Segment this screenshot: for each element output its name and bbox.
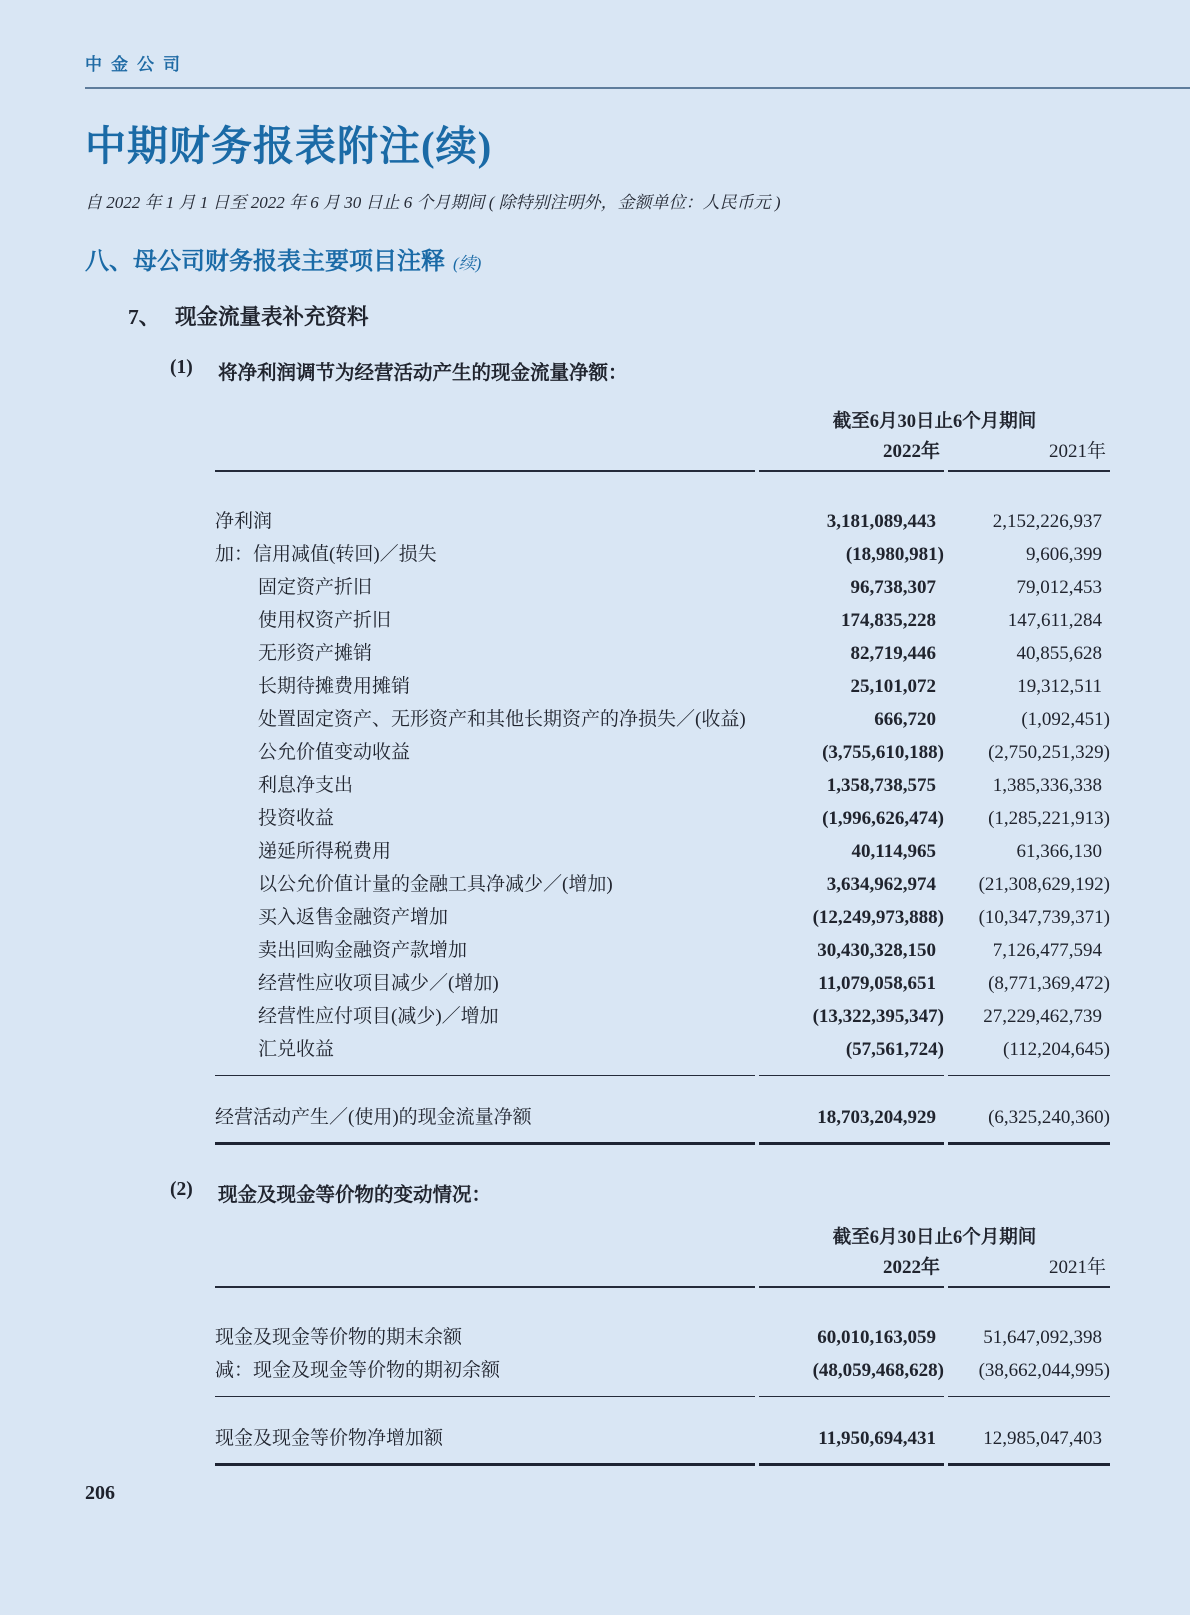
total-value-2021: (6,325,240,360) — [948, 1101, 1110, 1145]
value-2021: 51,647,092,398 — [983, 1327, 1102, 1348]
company-brand: 中金公司 — [85, 50, 1190, 89]
value-2022: 82,719,446 — [850, 643, 936, 664]
table-row — [215, 670, 1110, 703]
block1-heading — [170, 357, 1105, 385]
table-row — [215, 736, 1110, 769]
value-2022: (57,561,724) — [759, 1033, 944, 1076]
table-row — [215, 868, 1110, 901]
value-2021: (1,092,451) — [1021, 709, 1110, 730]
table1-total-row — [215, 1101, 1110, 1145]
table-row — [215, 505, 1110, 538]
table-row — [215, 604, 1110, 637]
table1-period-row — [215, 407, 1110, 437]
section-heading-label: 八、母公司财务报表主要项目注释 — [85, 249, 445, 275]
table2-period-row — [215, 1223, 1110, 1253]
total-label: 经营活动产生／(使用)的现金流量净额 — [215, 1101, 755, 1145]
table2-body — [215, 1288, 1110, 1397]
value-2021: (1,285,221,913) — [988, 808, 1110, 829]
value-2022: 3,634,962,974 — [826, 874, 936, 895]
row-label: 现金及现金等价物的期末余额 — [215, 1327, 463, 1348]
table-row — [215, 703, 1110, 736]
value-2022: 30,430,328,150 — [817, 940, 936, 961]
section-heading-continued: (续) — [453, 254, 482, 273]
value-2022: 1,358,738,575 — [826, 775, 936, 796]
table2-column-2021: 2021年 — [948, 1253, 1110, 1288]
table1-year-header-row — [215, 437, 1110, 472]
table-row — [215, 1321, 1110, 1354]
value-2022: 96,738,307 — [850, 577, 936, 598]
value-2021: 27,229,462,739 — [983, 1006, 1102, 1027]
table1-column-2021: 2021年 — [948, 437, 1110, 472]
value-2022: 666,720 — [874, 709, 936, 730]
table2-total-row — [215, 1422, 1110, 1466]
block1-number: (1) — [170, 357, 193, 378]
table-row — [215, 637, 1110, 670]
value-2021: 9,606,399 — [1026, 544, 1102, 565]
block2-heading — [170, 1179, 1105, 1207]
subsection-title: 现金流量表补充资料 — [175, 305, 369, 329]
table-row — [215, 901, 1110, 934]
value-2021: 2,152,226,937 — [992, 511, 1102, 532]
row-label: 卖出回购金融资产款增加 — [258, 940, 468, 961]
value-2021: (38,662,044,995) — [948, 1354, 1110, 1397]
value-2022: (13,322,395,347) — [812, 1006, 944, 1027]
block2-title: 现金及现金等价物的变动情况： — [218, 1185, 492, 1206]
total-value-2021: 12,985,047,403 — [948, 1422, 1110, 1466]
cash-equivalents-table — [215, 1223, 1110, 1466]
row-label: 固定资产折旧 — [258, 577, 373, 598]
value-2022: (12,249,973,888) — [812, 907, 944, 928]
table-row — [215, 967, 1110, 1000]
total-value-2022: 18,703,204,929 — [759, 1101, 944, 1145]
value-2022: 60,010,163,059 — [817, 1327, 936, 1348]
document-title: 中期财务报表附注(续) — [85, 123, 493, 169]
value-2021: 1,385,336,338 — [992, 775, 1102, 796]
page-number: 206 — [85, 1482, 115, 1504]
value-2021: 147,611,284 — [1007, 610, 1102, 631]
block1-title: 将净利润调节为经营活动产生的现金流量净额： — [218, 363, 628, 384]
row-label: 处置固定资产、无形资产和其他长期资产的净损失／(收益) — [258, 709, 746, 730]
value-2021: 40,855,628 — [1016, 643, 1102, 664]
row-label: 加：信用减值(转回)／损失 — [215, 544, 437, 565]
table-row — [215, 538, 1110, 571]
total-value-2022: 11,950,694,431 — [759, 1422, 944, 1466]
value-2022: (48,059,468,628) — [759, 1354, 944, 1397]
value-2021: 7,126,477,594 — [992, 940, 1102, 961]
value-2022: (1,996,626,474) — [822, 808, 944, 829]
row-label: 减：现金及现金等价物的期初余额 — [215, 1354, 755, 1397]
value-2021: 61,366,130 — [1016, 841, 1102, 862]
value-2021: (112,204,645) — [948, 1033, 1110, 1076]
document-subtitle: 自 2022 年 1 月 1 日至 2022 年 6 月 30 日止 6 个月期间 ( 除特别注明外，金额单位：人民币元 ) — [85, 193, 781, 212]
row-label: 买入返售金融资产增加 — [258, 907, 449, 928]
table-row — [215, 1033, 1110, 1076]
table-row — [215, 934, 1110, 967]
row-label: 净利润 — [215, 511, 273, 532]
value-2021: (8,771,369,472) — [988, 973, 1110, 994]
block2-number: (2) — [170, 1179, 193, 1200]
row-label: 以公允价值计量的金融工具净减少／(增加) — [258, 874, 613, 895]
table2-year-header-row — [215, 1253, 1110, 1288]
table2-column-2022: 2022年 — [759, 1253, 944, 1288]
row-label: 长期待摊费用摊销 — [258, 676, 411, 697]
value-2021: 19,312,511 — [1017, 676, 1102, 697]
value-2021: (2,750,251,329) — [988, 742, 1110, 763]
row-label: 公允价值变动收益 — [258, 742, 411, 763]
value-2021: (21,308,629,192) — [978, 874, 1110, 895]
row-label: 经营性应收项目减少／(增加) — [258, 973, 499, 994]
table1-column-2022: 2022年 — [759, 437, 944, 472]
cash-flow-adjustment-table — [215, 407, 1110, 1145]
table-row — [215, 571, 1110, 604]
table-row — [215, 1354, 1110, 1397]
value-2022: 3,181,089,443 — [826, 511, 936, 532]
row-label: 投资收益 — [258, 808, 335, 829]
row-label: 递延所得税费用 — [258, 841, 392, 862]
table1-period-header: 截至6月30日止6个月期间 — [832, 412, 1037, 432]
value-2022: 11,079,058,651 — [818, 973, 936, 994]
value-2021: (10,347,739,371) — [978, 907, 1110, 928]
value-2022: (18,980,981) — [845, 544, 944, 565]
table1-body — [215, 472, 1110, 1076]
total-label: 现金及现金等价物净增加额 — [215, 1422, 755, 1466]
subsection-heading — [128, 300, 1105, 331]
table-row — [215, 1000, 1110, 1033]
value-2022: 174,835,228 — [841, 610, 936, 631]
row-label: 无形资产摊销 — [258, 643, 373, 664]
value-2022: 40,114,965 — [851, 841, 936, 862]
row-label: 汇兑收益 — [215, 1033, 755, 1076]
value-2022: (3,755,610,188) — [822, 742, 944, 763]
row-label: 使用权资产折旧 — [258, 610, 392, 631]
table-row — [215, 802, 1110, 835]
row-label: 经营性应付项目(减少)／增加 — [258, 1006, 499, 1027]
section-heading — [85, 241, 1105, 276]
subsection-number: 7、 — [128, 305, 161, 329]
row-label: 利息净支出 — [258, 775, 354, 796]
table2-period-header: 截至6月30日止6个月期间 — [832, 1228, 1037, 1248]
table-row — [215, 835, 1110, 868]
table-row — [215, 769, 1110, 802]
value-2022: 25,101,072 — [850, 676, 936, 697]
value-2021: 79,012,453 — [1016, 577, 1102, 598]
